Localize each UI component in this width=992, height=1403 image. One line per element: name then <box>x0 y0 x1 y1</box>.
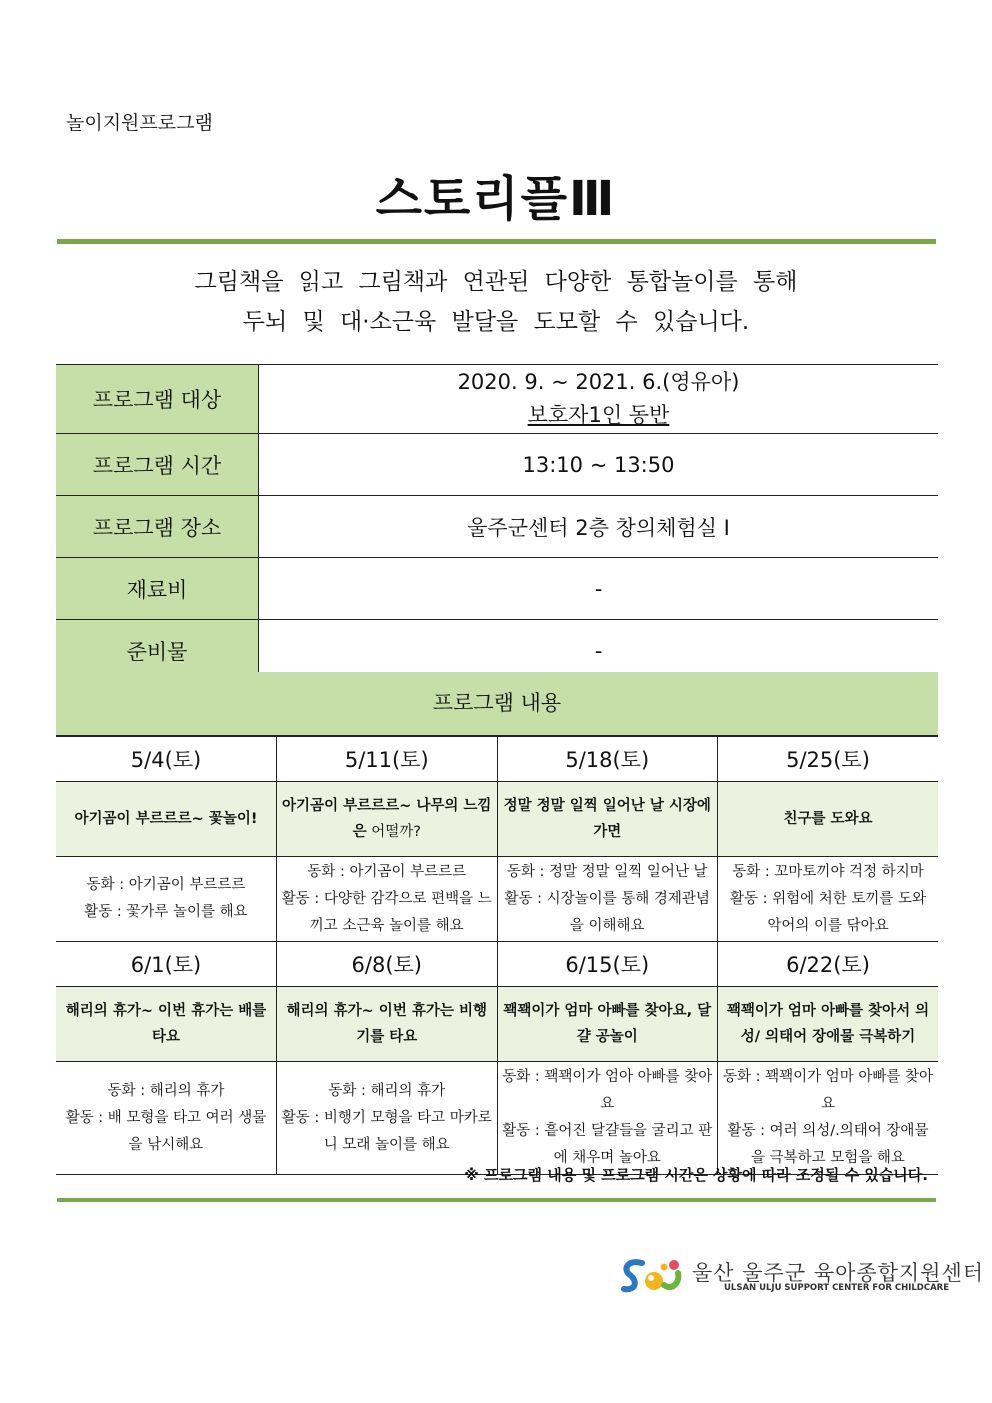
week2-topics-row <box>56 987 938 1062</box>
session-story: 동화 : 정말 정말 일찍 일어난 날 <box>506 863 708 880</box>
session-topic: 해리의 휴가~ 이번 휴가는 비행기를 타요 <box>277 987 498 1062</box>
place-value: 울주군센터 2층 창의체험실 I <box>259 496 939 558</box>
week2-dates-row <box>56 942 938 987</box>
session-date: 6/15(토) <box>497 942 718 987</box>
session-description <box>277 857 498 942</box>
category-label: 놀이지원프로그램 <box>66 112 213 134</box>
session-topic: 아기곰이 부르르르~ 나무의 느낌은 어떨까? <box>277 782 498 857</box>
fee-value: - <box>259 558 939 620</box>
center-logo-name: 울산 울주군 육아종합지원센터 <box>692 1261 985 1285</box>
session-topic: 꽥꽥이가 엄마 아빠를 찾아요, 달걀 공놀이 <box>497 987 718 1062</box>
schedule-note: ※ 프로그램 내용 및 프로그램 시간은 상황에 따라 조정될 수 있습니다. <box>464 1166 928 1184</box>
prep-value: - <box>259 620 939 682</box>
target-guardian: 보호자1인 동반 <box>527 403 670 427</box>
session-activity: 활동 : 비행기 모형을 타고 마카로니 모래 놀이를 해요 <box>281 1109 492 1153</box>
session-date: 5/4(토) <box>56 737 277 782</box>
intro-line-1: 그림책을 읽고 그림책과 연관된 다양한 통합놀이를 통해 <box>194 269 798 295</box>
session-activity: 활동 : 위험에 처한 토끼를 도와 악어의 이를 닦아요 <box>729 890 926 934</box>
info-row-time <box>56 434 938 496</box>
session-topic: 해리의 휴가~ 이번 휴가는 배를 타요 <box>56 987 277 1062</box>
week1-topics-row <box>56 782 938 857</box>
session-activity: 활동 : 시장놀이를 통해 경제관념을 이해해요 <box>504 890 710 934</box>
content-header: 프로그램 내용 <box>56 672 938 736</box>
week1-desc-row <box>56 857 938 942</box>
session-description <box>56 1062 277 1175</box>
session-activity: 활동 : 다양한 감각으로 편백을 느끼고 소근육 놀이를 해요 <box>281 890 492 934</box>
time-label: 프로그램 시간 <box>56 434 259 496</box>
program-info-table <box>56 364 938 682</box>
week2-desc-row <box>56 1062 938 1175</box>
session-activity: 활동 : 배 모형을 타고 여러 생물을 낚시해요 <box>65 1109 267 1153</box>
center-logo-subtitle: ULSAN ULJU SUPPORT CENTER FOR CHILDCARE <box>724 1283 950 1293</box>
session-story: 동화 : 꽥꽥이가 엄마 아빠를 찾아요 <box>722 1069 934 1112</box>
session-date: 5/25(토) <box>718 737 939 782</box>
page-title: 스토리플Ⅲ <box>375 171 617 227</box>
session-story: 동화 : 해리의 휴가 <box>107 1082 225 1099</box>
time-value: 13:10 ~ 13:50 <box>259 434 939 496</box>
session-description <box>277 1062 498 1175</box>
target-value <box>259 365 939 434</box>
session-description <box>718 857 939 942</box>
session-story: 동화 : 꽥꽥이가 엄아 아빠를 찾아요 <box>502 1069 713 1112</box>
info-row-fee <box>56 558 938 620</box>
session-activity: 활동 : 꽃가루 놀이를 해요 <box>84 904 248 920</box>
top-divider <box>57 239 936 244</box>
week1-dates-row <box>56 737 938 782</box>
center-logo-icon <box>620 1255 686 1299</box>
intro-line-2: 두뇌 및 대·소근육 발달을 도모할 수 있습니다. <box>242 309 750 335</box>
session-story: 동화 : 해리의 휴가 <box>328 1082 446 1099</box>
session-date: 5/11(토) <box>277 737 498 782</box>
place-label: 프로그램 장소 <box>56 496 259 558</box>
session-story: 동화 : 아기곰이 부르르르 <box>307 863 467 880</box>
session-date: 5/18(토) <box>497 737 718 782</box>
session-description <box>497 1062 718 1175</box>
intro-text <box>0 262 992 342</box>
session-activity: 활동 : 여러 의성/.의태어 장애물을 극복하고 모험을 해요 <box>727 1123 929 1166</box>
session-date: 6/22(토) <box>718 942 939 987</box>
fee-label: 재료비 <box>56 558 259 620</box>
bottom-divider <box>57 1198 936 1202</box>
session-description <box>718 1062 939 1175</box>
session-activity: 활동 : 흩어진 달걀들을 굴리고 판에 채우며 놀아요 <box>502 1123 713 1166</box>
schedule-table <box>56 736 938 1175</box>
session-topic: 아기곰이 부르르르~ 꽃놀이! <box>56 782 277 857</box>
session-topic: 정말 정말 일찍 일어난 날 시장에 가면 <box>497 782 718 857</box>
session-description <box>497 857 718 942</box>
session-date: 6/1(토) <box>56 942 277 987</box>
session-story: 동화 : 꼬마토끼야 걱정 하지마 <box>732 863 924 880</box>
info-row-place <box>56 496 938 558</box>
target-period: 2020. 9. ~ 2021. 6.(영유아) <box>457 370 740 394</box>
session-date: 6/8(토) <box>277 942 498 987</box>
session-story: 동화 : 아기곰이 부르르르 <box>86 877 246 893</box>
prep-label: 준비물 <box>56 620 259 682</box>
session-description <box>56 857 277 942</box>
session-topic: 친구를 도와요 <box>718 782 939 857</box>
info-row-target <box>56 365 938 434</box>
center-logo <box>620 1255 985 1301</box>
target-label: 프로그램 대상 <box>56 365 259 434</box>
session-topic: 꽥꽥이가 엄마 아빠를 찾아서 의성/ 의태어 장애물 극복하기 <box>718 987 939 1062</box>
